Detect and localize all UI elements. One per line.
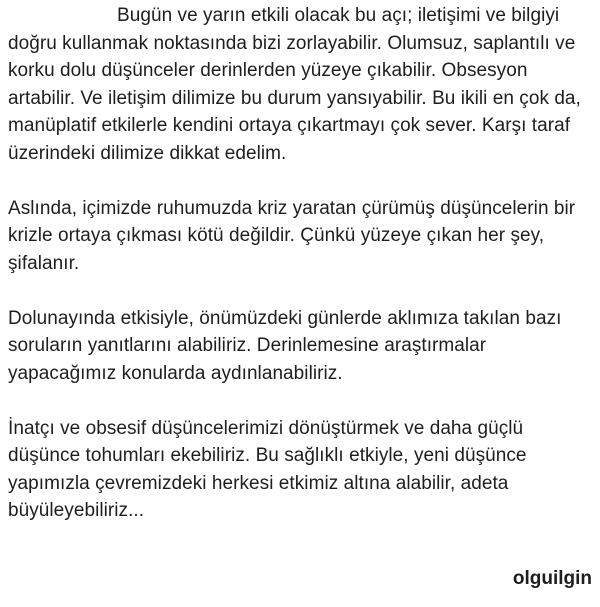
post-body (8, 2, 598, 525)
paragraph-spacer (8, 277, 598, 305)
paragraph-spacer (8, 167, 598, 195)
paragraph-2: Aslında, içimizde ruhumuzda kriz yaratan çürümüş düşüncelerin bir krizle ortaya çıkması kötü değildir. Çünkü yüzeye çıkan her şey, şifalanır. (8, 197, 576, 274)
paragraph-3: Dolunayında etkisiyle, önümüzdeki günlerde aklımıza takılan bazı soruların yanıtlarını alabiliriz. Derinlemesine araştırmalar yapacağımız konularda aydınlanabiliriz. (8, 307, 562, 384)
paragraph-1: Bugün ve yarın etkili olacak bu açı; iletişimi ve bilgiyi doğru kullanmak noktasında bizi zorlayabilir. Olumsuz, saplantılı ve korku dolu düşünceler derinlerden yüzeye çıkabilir. Obsesyon artabilir. Ve iletişim dilimize bu durum yansıyabilir. Bu ikili en çok da, manüplatif etkilerle kendini ortaya çıkartmayı çok sever. Karşı taraf üzerindeki dilimize dikkat edelim. (8, 5, 581, 164)
paragraph-spacer (8, 387, 598, 415)
paragraph-4: İnatçı ve obsesif düşüncelerimizi dönüştürmek ve daha güçlü düşünce tohumları ekebiliriz. Bu sağlıklı etkiyle, yeni düşünce yapımızla çevremizdeki herkesi etkimiz altına alabilir, adeta büyüleyebiliriz... (8, 417, 527, 521)
author-signature: olguilgin (512, 568, 592, 589)
